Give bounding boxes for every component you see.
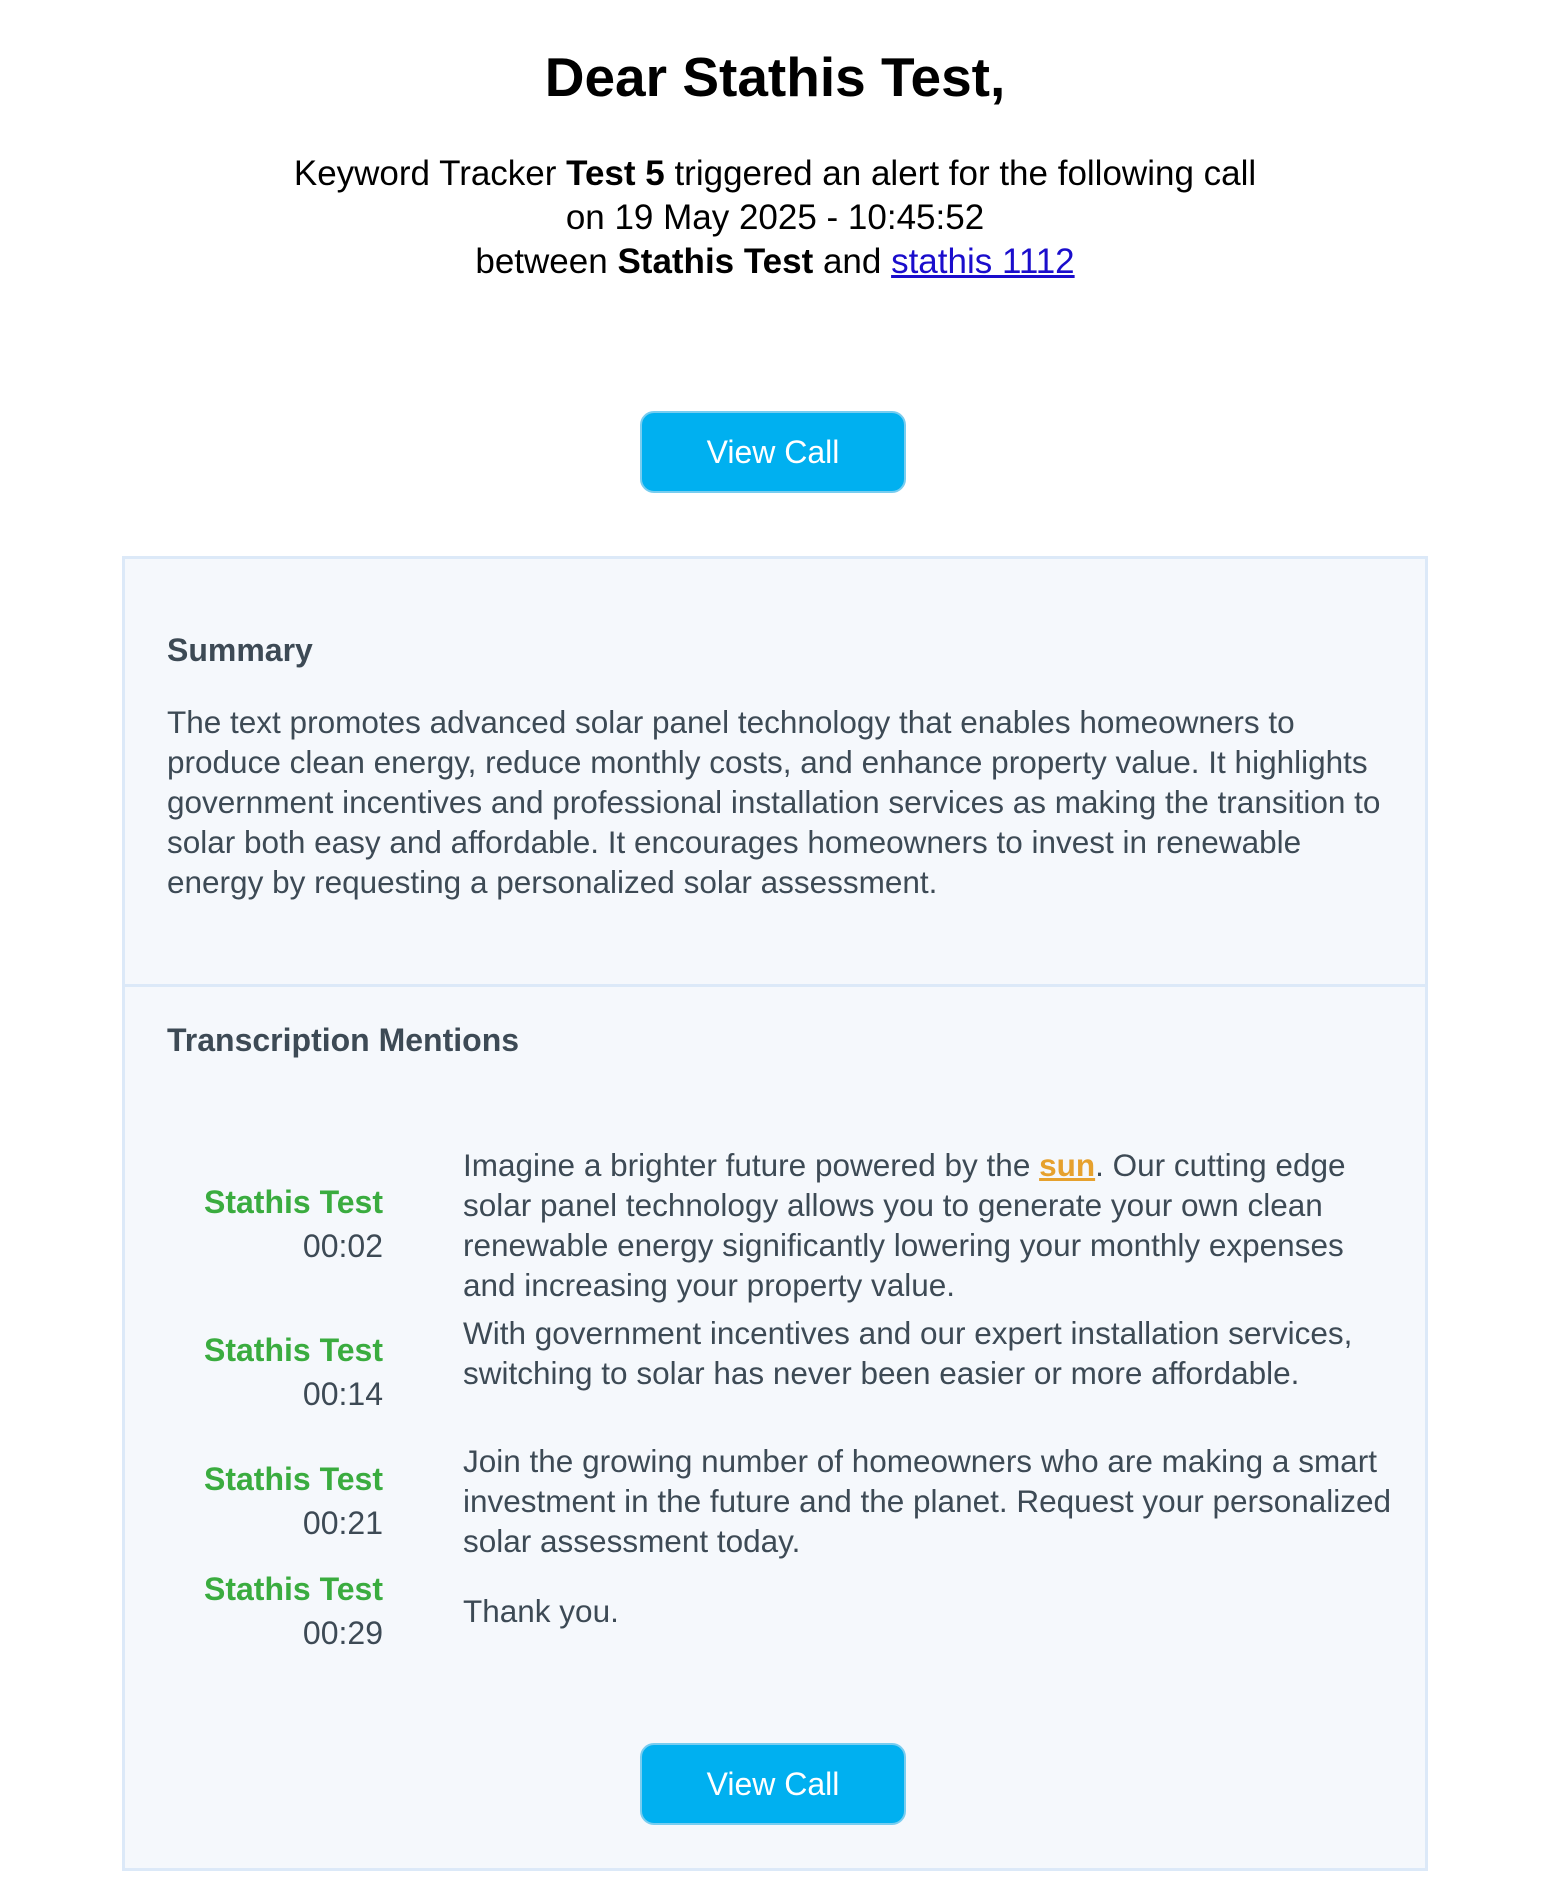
mention-timestamp: 00:14 <box>302 1376 383 1412</box>
alert-intro <box>0 152 1550 284</box>
mention-timestamp: 00:02 <box>302 1228 383 1264</box>
intro-suffix: triggered an alert for the following call <box>664 154 1257 193</box>
speaker-name: Stathis Test <box>204 1184 383 1220</box>
tracker-name: Test 5 <box>566 154 665 193</box>
view-call-button-top[interactable]: View Call <box>640 411 906 493</box>
speaker-name: Stathis Test <box>204 1461 383 1497</box>
view-call-button-bottom[interactable]: View Call <box>640 1743 906 1825</box>
summary-text: The text promotes advanced solar panel technology that enables homeowners to produce clean energy, reduce monthly costs, and enhance property value. It highlights government incentives and professional installation services as making the transition to solar both easy and affordable. It encourages homeowners to invest in renewable energy by requesting a personalized solar assessment. <box>167 704 1381 900</box>
mention-speaker <box>204 1567 383 1655</box>
summary-title: Summary <box>167 632 313 668</box>
mention-speaker <box>204 1457 383 1545</box>
intro-prefix: Keyword Tracker <box>293 154 567 193</box>
callee-link[interactable]: stathis 1112 <box>891 242 1075 281</box>
keyword-highlight: sun <box>1039 1147 1096 1183</box>
speaker-name: Stathis Test <box>204 1332 383 1368</box>
between-prefix: between <box>475 242 618 281</box>
greeting-heading: Dear Stathis Test, <box>544 46 1006 108</box>
caller-name: Stathis Test <box>617 242 814 281</box>
intro-line-3 <box>0 240 1550 284</box>
mention-text-after: . Our cutting edge solar panel technology allows you to generate your own clean renewable energy significantly lowering your monthly expenses and increasing your property value. <box>463 1147 1346 1303</box>
mentions-title: Transcription Mentions <box>167 1022 520 1058</box>
mention-text: Thank you. <box>463 1593 619 1629</box>
mention-text: Join the growing number of homeowners who are making a smart investment in the future and the planet. Request your personalized solar assessment today. <box>463 1443 1392 1559</box>
intro-line-1 <box>0 152 1550 196</box>
mention-speaker <box>204 1180 383 1268</box>
mention-timestamp: 00:29 <box>302 1615 383 1651</box>
card-divider <box>122 984 1428 987</box>
intro-date-line: on 19 May 2025 - 10:45:52 <box>565 198 985 237</box>
and-text: and <box>813 242 892 281</box>
mention-timestamp: 00:21 <box>302 1505 383 1541</box>
mention-speaker <box>204 1328 383 1416</box>
mention-text-before: Imagine a brighter future powered by the <box>463 1147 1040 1183</box>
mention-text: With government incentives and our expert installation services, switching to solar has never been easier or more affordable. <box>463 1315 1353 1391</box>
mention-text <box>463 1145 1393 1305</box>
speaker-name: Stathis Test <box>204 1571 383 1607</box>
